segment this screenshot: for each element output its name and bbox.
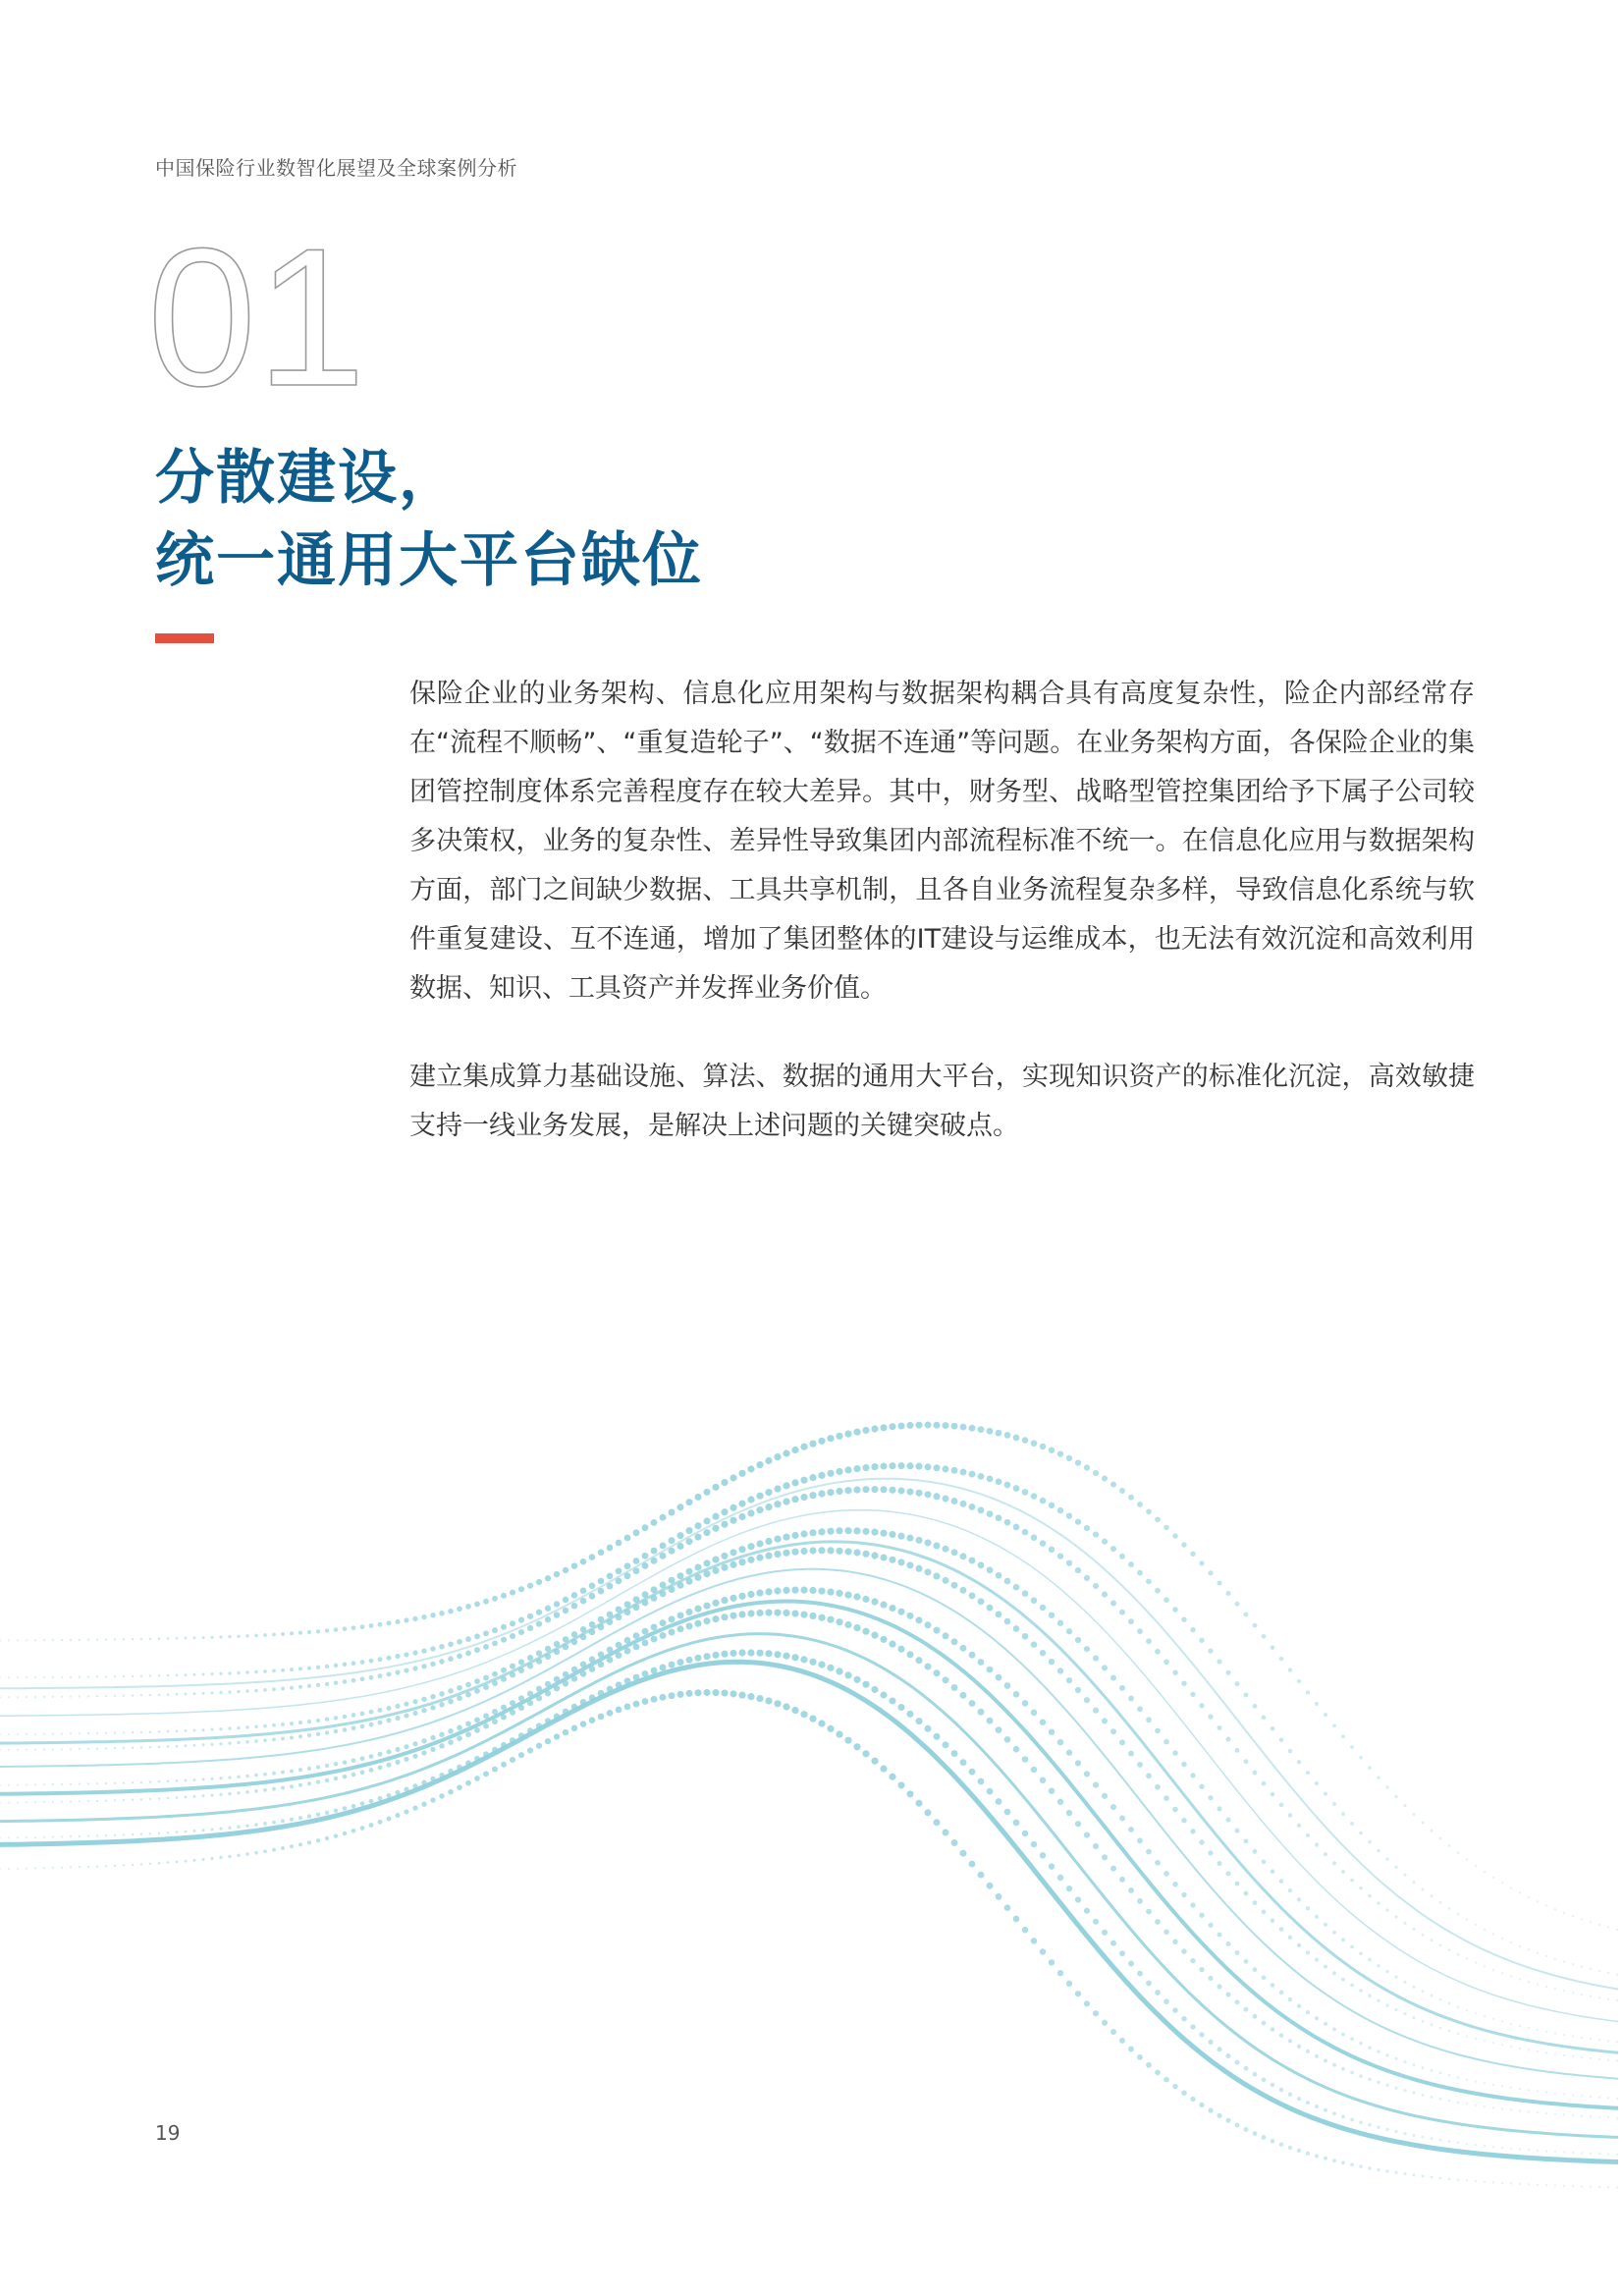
body-paragraph-1: 保险企业的业务架构、信息化应用架构与数据架构耦合具有高度复杂性，险企内部经常存在“流程不顺畅”、“重复造轮子”、“数据不连通”等问题。在业务架构方面，各保险企业的集团管控制度体系完善程度存在较大差异。其中，财务型、战略型管控集团给予下属子公司较多决策权，业务的复杂性、差异性导致集团内部流程标准不统一。在信息化应用与数据架构方面，部门之间缺少数据、工具共享机制，且各自业务流程复杂多样，导致信息化系统与软件重复建设、互不连通，增加了集团整体的IT建设与运维成本，也无法有效沉淀和高效利用数据、知识、工具资产并发挥业务价值。: [409, 679, 1475, 1004]
wave-line-6: [0, 1510, 1618, 2022]
wave-line-5: [0, 1542, 1618, 2052]
chapter-number: [147, 208, 366, 427]
wave-dots: [0, 1421, 1618, 2188]
wave-lines: [0, 1479, 1618, 2162]
page-number: 19: [155, 2121, 181, 2145]
running-header: 中国保险行业数智化展望及全球案例分析: [155, 156, 517, 180]
section-title: [155, 437, 703, 602]
wave-line-7: [0, 1479, 1618, 1990]
section-title-line-2: 统一通用大平台缺位: [155, 526, 703, 595]
wave-line-4: [0, 1569, 1618, 2079]
decorative-wave-graphic: [0, 1561, 1623, 2190]
section-title-line-1: 分散建设，: [155, 444, 460, 513]
chapter-number-text: 01: [147, 208, 366, 427]
body-paragraph-2: 建立集成算力基础设施、算法、数据的通用大平台，实现知识资产的标准化沉淀，高效敏捷支持一线业务发展，是解决上述问题的关键突破点。: [409, 1062, 1475, 1141]
body-text: [409, 670, 1475, 1190]
wave-line-3: [0, 1602, 1618, 2108]
title-accent-rule: [155, 633, 214, 643]
